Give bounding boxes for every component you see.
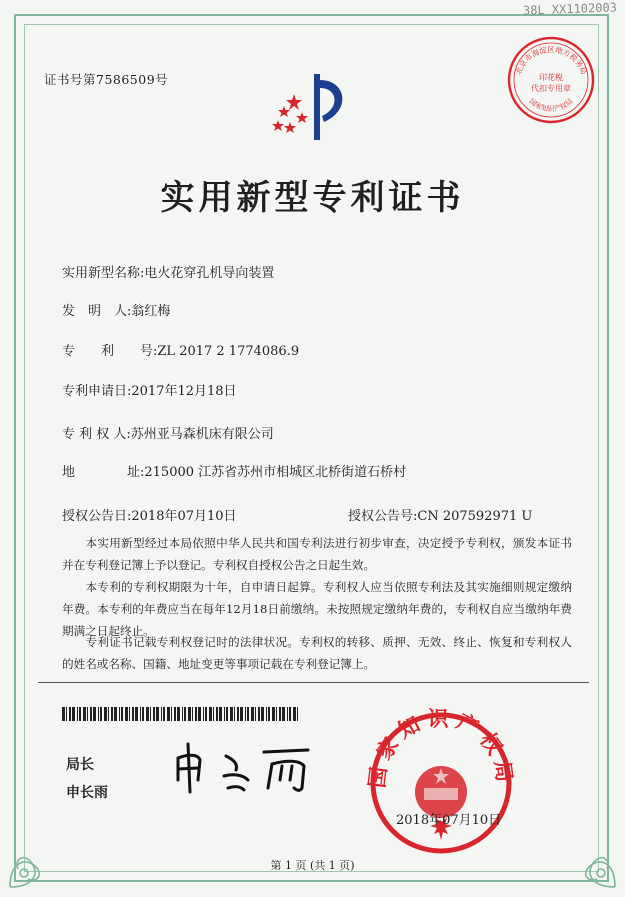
field-address	[62, 461, 406, 480]
barcode-bar	[289, 707, 291, 721]
barcode-bar	[125, 707, 128, 721]
field-patentee	[62, 423, 274, 442]
barcode-bar	[119, 707, 120, 721]
field-label: 授权公告日:	[62, 509, 132, 524]
director-name: 申长雨	[66, 785, 108, 801]
field-label: 发 明 人:	[62, 304, 132, 319]
barcode-bar	[177, 707, 180, 721]
page-footer: 第 1 页 (共 1 页)	[270, 859, 355, 872]
cnipa-seal	[366, 708, 516, 862]
field-filing-date	[62, 380, 237, 399]
seal-date: 2018年07月10日	[396, 813, 502, 828]
barcode-bar	[245, 707, 246, 721]
barcode-bar	[114, 707, 117, 721]
cnipa-logo	[262, 70, 362, 154]
field-utility-model-name	[62, 262, 274, 281]
barcode-bar	[98, 707, 99, 721]
barcode-bar	[209, 707, 212, 721]
barcode-bar	[153, 707, 155, 721]
field-label: 授权公告号:	[348, 509, 418, 524]
barcode-bar	[195, 707, 197, 721]
barcode-bar	[150, 707, 151, 721]
barcode-bar	[108, 707, 109, 721]
tax-stamp	[505, 34, 597, 130]
barcode-bar	[135, 707, 138, 721]
field-label: 实用新型名称:	[62, 266, 145, 281]
paragraph-term-statement: 本专利的专利权期限为十年，自申请日起算。专利权人应当依照专利法及其实施细则规定缴纳年费。本专利的年费应当在每年12月18日前缴纳。未按照规定缴纳年费的，专利权自应当缴纳年费期满之日起终止。	[62, 580, 572, 638]
field-value: 215000 江苏省苏州市相城区北桥街道石桥村	[144, 465, 407, 480]
paragraph-grant-statement: 本实用新型经过本局依照中华人民共和国专利法进行初步审查，决定授予专利权，颁发本证书并在专利登记簿上予以登记。专利权自授权公告之日起生效。	[62, 536, 572, 572]
barcode-bar	[142, 707, 144, 721]
barcode-bar	[121, 707, 123, 721]
barcode-bar	[255, 707, 256, 721]
paragraph-legal-status: 专利证书记载专利权登记时的法律状况。专利权的转移、质押、无效、终止、恢复和专利权人的姓名或名称、国籍、地址变更等事项记载在专利登记簿上。	[62, 635, 572, 671]
barcode-bar	[161, 707, 162, 721]
barcode-bar	[268, 707, 270, 721]
director-signature	[168, 736, 318, 800]
barcode-bar	[62, 707, 65, 721]
barcode-bar	[93, 707, 96, 721]
barcode-bar	[266, 707, 267, 721]
barcode-bar	[276, 707, 277, 721]
barcode-bar	[132, 707, 134, 721]
barcode-bar	[188, 707, 191, 721]
director-title: 局长	[66, 757, 94, 773]
barcode-bar	[192, 707, 193, 721]
barcode-bar	[69, 707, 71, 721]
handwritten-note: 38L XX1102003	[522, 0, 618, 18]
barcode	[62, 706, 302, 725]
stamp-ring-text: 北京市海淀区地方税务局	[513, 45, 589, 76]
barcode-bar	[234, 707, 235, 721]
barcode-bar	[146, 707, 149, 721]
svg-text:国家知识产权局	[528, 97, 575, 114]
field-label: 专利申请日:	[62, 384, 132, 399]
stamp-line2: 代扣专用章	[531, 84, 571, 93]
barcode-bar	[205, 707, 207, 721]
barcode-bar	[261, 707, 264, 721]
stamp-bottom-text: 国家知识产权局	[527, 97, 575, 114]
barcode-bar	[66, 707, 67, 721]
field-grant-number	[348, 505, 532, 524]
barcode-bar	[77, 707, 78, 721]
field-value: 电火花穿孔机导向装置	[144, 266, 275, 281]
barcode-bar	[72, 707, 75, 721]
barcode-bar	[171, 707, 172, 721]
field-label: 专 利 号:	[62, 344, 158, 359]
stamp-line1: 印花税	[539, 73, 563, 82]
barcode-bar	[226, 707, 228, 721]
field-grant-date	[62, 505, 237, 524]
barcode-bar	[230, 707, 233, 721]
barcode-bar	[258, 707, 260, 721]
barcode-bar	[79, 707, 81, 721]
barcode-bar	[272, 707, 275, 721]
barcode-bar	[174, 707, 176, 721]
field-value: 2017年12月18日	[131, 384, 237, 399]
field-value: 2018年07月10日	[131, 509, 237, 524]
barcode-bar	[104, 707, 107, 721]
barcode-bar	[213, 707, 214, 721]
barcode-bar	[297, 707, 298, 721]
barcode-bar	[237, 707, 239, 721]
barcode-bar	[251, 707, 254, 721]
corner-ornament-bottom-left	[6, 821, 76, 891]
field-value: CN 207592971 U	[417, 509, 533, 524]
field-inventor	[62, 300, 170, 319]
barcode-bar	[156, 707, 159, 721]
barcode-bar	[182, 707, 183, 721]
barcode-bar	[203, 707, 204, 721]
barcode-bar	[247, 707, 249, 721]
field-patent-number	[62, 340, 299, 359]
barcode-bar	[100, 707, 102, 721]
certificate-number: 证书号第7586509号	[44, 72, 169, 87]
barcode-bar	[87, 707, 88, 721]
field-value: 苏州亚马森机床有限公司	[130, 427, 274, 442]
corner-ornament-bottom-right	[549, 821, 619, 891]
barcode-bar	[90, 707, 92, 721]
barcode-bar	[279, 707, 281, 721]
barcode-bar	[293, 707, 296, 721]
field-label: 地 址:	[62, 465, 145, 480]
barcode-bar	[240, 707, 243, 721]
barcode-bar	[111, 707, 113, 721]
divider-line	[38, 682, 589, 683]
barcode-bar	[282, 707, 285, 721]
field-label: 专 利 权 人:	[62, 427, 131, 442]
barcode-bar	[129, 707, 130, 721]
barcode-bar	[163, 707, 165, 721]
barcode-bar	[216, 707, 218, 721]
barcode-bar	[167, 707, 170, 721]
barcode-bar	[83, 707, 86, 721]
field-value: ZL 2017 2 1774086.9	[157, 344, 300, 359]
barcode-bar	[287, 707, 288, 721]
barcode-bar	[198, 707, 201, 721]
seal-text: 国家知识产权局	[366, 708, 516, 790]
field-value: 翁红梅	[131, 304, 171, 319]
barcode-bar	[184, 707, 186, 721]
barcode-bar	[140, 707, 141, 721]
barcode-bar	[219, 707, 222, 721]
barcode-bar	[224, 707, 225, 721]
certificate-title: 实用新型专利证书	[160, 178, 465, 218]
